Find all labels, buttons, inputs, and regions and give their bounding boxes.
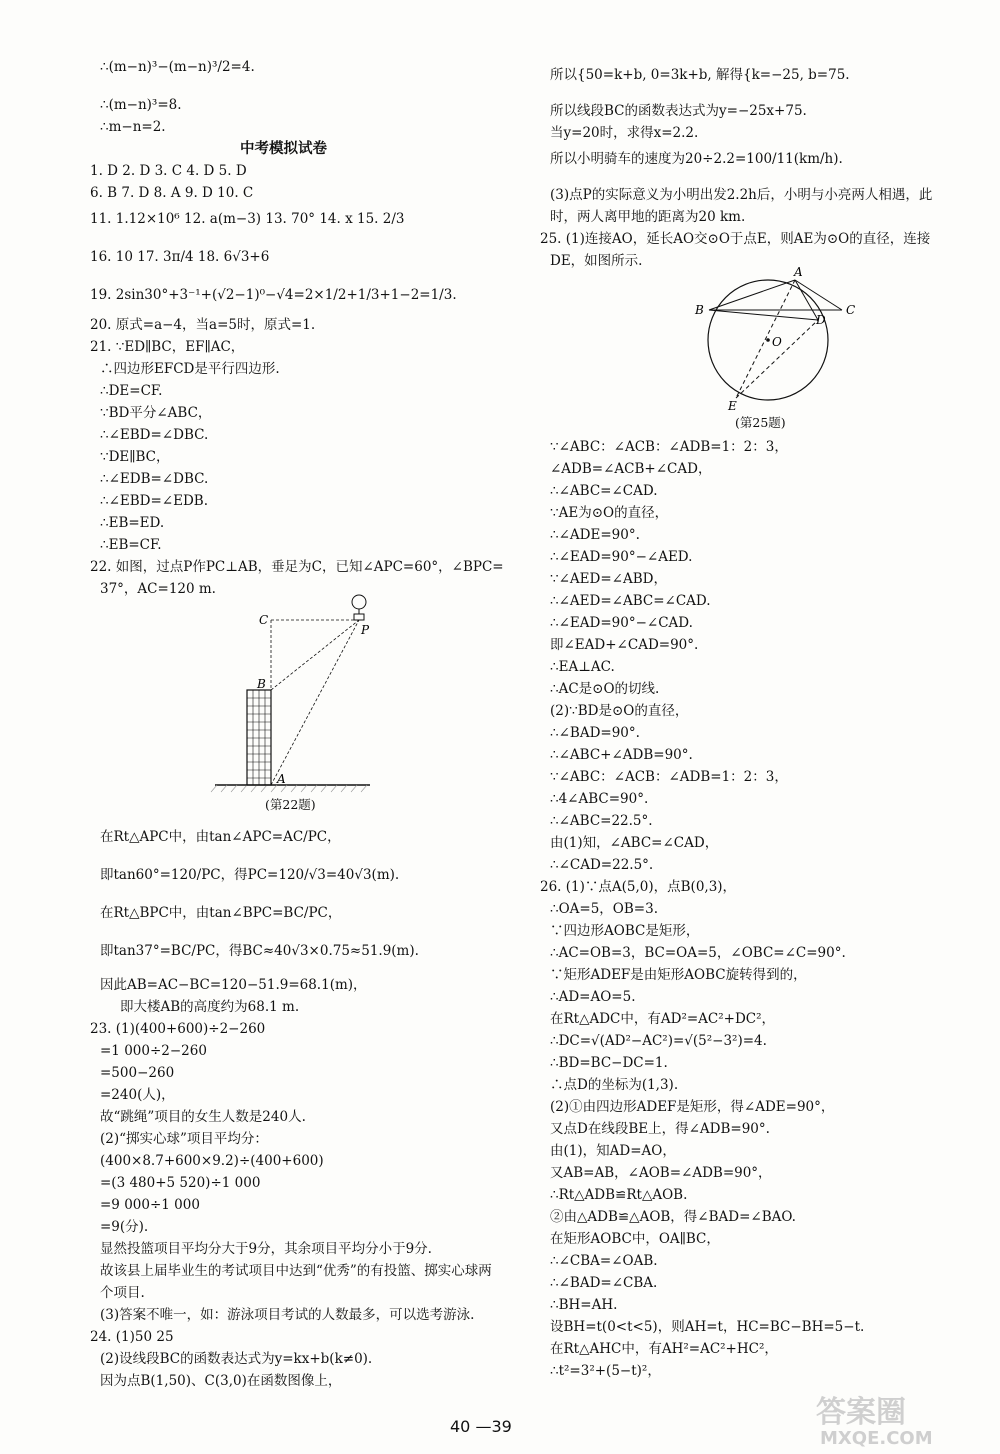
text-line: =9(分). bbox=[100, 1219, 149, 1235]
text-line: ∴OA=5，OB=3. bbox=[550, 901, 658, 917]
text-line: 当y=20时，求得x=2.2. bbox=[550, 125, 699, 141]
text-line: 6. B 7. D 8. A 9. D 10. C bbox=[90, 185, 254, 201]
text-line: 在矩形AOBC中，OA∥BC， bbox=[550, 1231, 720, 1247]
text-line: 24. (1)50 25 bbox=[90, 1329, 174, 1345]
text-line: 22. 如图，过点P作PC⊥AB，垂足为C，已知∠APC=60°，∠BPC= bbox=[90, 559, 504, 575]
text-line: 11. 1.12×10⁶ 12. a(m−3) 13. 70° 14. x 15. 2/3 bbox=[90, 211, 405, 227]
text-line: ∵AE为⊙O的直径， bbox=[550, 505, 669, 521]
text-line: =1 000÷2−260 bbox=[100, 1043, 207, 1059]
text-line: ∴∠ABC=∠CAD. bbox=[550, 483, 658, 499]
text-line: 由(1)，知AD=AO， bbox=[550, 1143, 676, 1159]
text-line: ∴∠EBD=∠DBC. bbox=[100, 427, 209, 443]
text-line: ∵矩形ADEF是由矩形AOBC旋转得到的， bbox=[550, 967, 807, 983]
label-p: P bbox=[361, 623, 370, 637]
text-line: 19. 2sin30°+3⁻¹+(√2−1)⁰−√4=2×1/2+1/3+1−2=1/3. bbox=[90, 287, 457, 303]
page-number: 40 —39 bbox=[450, 1417, 512, 1436]
text-line: ∴(m−n)³−(m−n)³/2=4. bbox=[100, 59, 255, 75]
text-line: 因此AB=AC−BC=120−51.9=68.1(m)， bbox=[100, 977, 367, 993]
text-line: ∴四边形EFCD是平行四边形. bbox=[100, 361, 280, 377]
text-line: 即tan37°=BC/PC，得BC≈40√3×0.75≈51.9(m). bbox=[100, 943, 419, 959]
text-line: ∴BD=BC−DC=1. bbox=[550, 1055, 668, 1071]
text-line: ∠ADB=∠ACB+∠CAD， bbox=[550, 461, 712, 477]
text-line: ∴∠BAD=90°. bbox=[550, 725, 640, 741]
text-line: ∴4∠ABC=90°. bbox=[550, 791, 649, 807]
label-a: A bbox=[277, 772, 286, 786]
figure-22-diagram bbox=[205, 590, 380, 800]
text-line: 显然投篮项目平均分大于9分，其余项目平均分小于9分. bbox=[100, 1241, 432, 1257]
label-d: D bbox=[816, 313, 826, 327]
text-line: 即∠EAD+∠CAD=90°. bbox=[550, 637, 699, 653]
text-line: 故“跳绳”项目的女生人数是240人. bbox=[100, 1109, 306, 1125]
text-line: ∵BD平分∠ABC， bbox=[100, 405, 212, 421]
text-line: ∴∠ABC+∠ADB=90°. bbox=[550, 747, 693, 763]
text-line: 在Rt△AHC中，有AH²=AC²+HC²， bbox=[550, 1341, 778, 1357]
text-line: ∴∠CBA=∠OAB. bbox=[550, 1253, 658, 1269]
text-line: 时，两人离甲地的距离为20 km. bbox=[550, 209, 746, 225]
text-line: ∵DE∥BC， bbox=[100, 449, 170, 465]
text-line: 个项目. bbox=[100, 1285, 145, 1301]
text-line: ∴Rt△ADB≌Rt△AOB. bbox=[550, 1187, 688, 1203]
text-line: ∴∠AED=∠ABC=∠CAD. bbox=[550, 593, 711, 609]
text-line: =500−260 bbox=[100, 1065, 175, 1081]
text-line: 即tan60°=120/PC，得PC=120/√3=40√3(m). bbox=[100, 867, 400, 883]
text-line: ∴∠EAD=90°−∠CAD. bbox=[550, 615, 693, 631]
text-line: 即大楼AB的高度约为68.1 m. bbox=[120, 999, 300, 1015]
text-line: 21. ∵ED∥BC，EF∥AC， bbox=[90, 339, 245, 355]
text-line: =240(人)， bbox=[100, 1087, 175, 1103]
text-line: ∴EB=ED. bbox=[100, 515, 165, 531]
text-line: ∴AD=AO=5. bbox=[550, 989, 636, 1005]
text-line: (2)∵BD是⊙O的直径， bbox=[550, 703, 689, 719]
text-line: 26. (1)∵点A(5,0)，点B(0,3)， bbox=[540, 879, 737, 895]
figure-caption: (第22题) bbox=[265, 797, 316, 812]
text-line: ∵∠ABC：∠ACB：∠ADB=1：2：3， bbox=[550, 769, 788, 785]
label-c: C bbox=[259, 613, 269, 627]
text-line: ∴∠EBD=∠EDB. bbox=[100, 493, 209, 509]
text-line: 所以线段BC的函数表达式为y=−25x+75. bbox=[550, 103, 807, 119]
text-line: =(3 480+5 520)÷1 000 bbox=[100, 1175, 261, 1191]
text-line: ∴点D的坐标为(1,3). bbox=[550, 1077, 679, 1093]
text-line: ∴∠CAD=22.5°. bbox=[550, 857, 654, 873]
text-line: ∴BH=AH. bbox=[550, 1297, 618, 1313]
text-line: ∴∠EAD=90°−∠AED. bbox=[550, 549, 693, 565]
text-line: 所以{50=k+b, 0=3k+b, 解得{k=−25, b=75. bbox=[550, 67, 850, 83]
label-c: C bbox=[846, 303, 856, 317]
text-line: ∴AC是⊙O的切线. bbox=[550, 681, 660, 697]
text-line: (2)设线段BC的函数表达式为y=kx+b(k≠0). bbox=[100, 1351, 373, 1367]
text-line: 在Rt△BPC中，由tan∠BPC=BC/PC， bbox=[100, 905, 342, 921]
text-line: (2)①由四边形ADEF是矩形，得∠ADE=90°， bbox=[550, 1099, 835, 1115]
text-line: 在Rt△APC中，由tan∠APC=AC/PC， bbox=[100, 829, 341, 845]
text-line: ∴DC=√(AD²−AC²)=√(5²−3²)=4. bbox=[550, 1033, 767, 1049]
label-o: O bbox=[772, 335, 782, 349]
text-line: 1. D 2. D 3. C 4. D 5. D bbox=[90, 163, 247, 179]
text-line: ∴∠BAD=∠CBA. bbox=[550, 1275, 658, 1291]
text-line: ∵∠ABC：∠ACB：∠ADB=1：2：3， bbox=[550, 439, 788, 455]
text-line: ②由△ADB≌△AOB，得∠BAD=∠BAO. bbox=[550, 1209, 796, 1225]
label-e: E bbox=[728, 399, 737, 413]
text-line: ∴t²=3²+(5−t)²， bbox=[550, 1363, 661, 1379]
text-line: (400×8.7+600×9.2)÷(400+600) bbox=[100, 1153, 324, 1169]
text-line: 又AB=AB，∠AOB=∠ADB=90°， bbox=[550, 1165, 772, 1181]
text-line: 所以小明骑车的速度为20÷2.2=100/11(km/h). bbox=[550, 151, 843, 167]
watermark-line1: 答案圈 bbox=[816, 1395, 906, 1430]
text-line: ∴∠ADE=90°. bbox=[550, 527, 640, 543]
text-line: 又点D在线段BE上，得∠ADB=90°. bbox=[550, 1121, 770, 1137]
text-line: 设BH=t(0<t<5)，则AH=t，HC=BC−BH=5−t. bbox=[550, 1319, 865, 1335]
text-line: (2)“掷实心球”项目平均分： bbox=[100, 1131, 268, 1147]
text-line: ∴(m−n)³=8. bbox=[100, 97, 182, 113]
text-line: ∴EA⊥AC. bbox=[550, 659, 615, 675]
section-heading: 中考模拟试卷 bbox=[240, 141, 327, 157]
label-a: A bbox=[794, 265, 803, 279]
text-line: 25. (1)连接AO，延长AO交⊙O于点E，则AE为⊙O的直径，连接 bbox=[540, 231, 931, 247]
text-line: ∵∠AED=∠ABD， bbox=[550, 571, 667, 587]
text-line: =9 000÷1 000 bbox=[100, 1197, 200, 1213]
figure-25-diagram bbox=[690, 262, 865, 417]
watermark-logo bbox=[812, 1390, 987, 1448]
text-line: ∴EB=CF. bbox=[100, 537, 162, 553]
text-line: ∴AC=OB=3，BC=OA=5，∠OBC=∠C=90°. bbox=[550, 945, 846, 961]
text-line: 16. 10 17. 3π/4 18. 6√3+6 bbox=[90, 249, 270, 265]
text-line: 在Rt△ADC中，有AD²=AC²+DC²， bbox=[550, 1011, 776, 1027]
text-line: (3)点P的实际意义为小明出发2.2h后，小明与小亮两人相遇，此 bbox=[550, 187, 933, 203]
text-line: ∴∠EDB=∠DBC. bbox=[100, 471, 209, 487]
figure-caption: (第25题) bbox=[735, 415, 786, 430]
text-line: DE，如图所示. bbox=[550, 253, 643, 269]
label-b: B bbox=[695, 303, 704, 317]
text-line: 由(1)知，∠ABC=∠CAD， bbox=[550, 835, 719, 851]
label-b: B bbox=[257, 677, 266, 691]
text-line: 故该县上届毕业生的考试项目中达到“优秀”的有投篮、掷实心球两 bbox=[100, 1263, 492, 1279]
text-line: ∵四边形AOBC是矩形， bbox=[550, 923, 700, 939]
text-line: ∴∠ABC=22.5°. bbox=[550, 813, 653, 829]
text-line: 23. (1)(400+600)÷2−260 bbox=[90, 1021, 266, 1037]
text-line: 因为点B(1,50)、C(3,0)在函数图像上， bbox=[100, 1373, 342, 1389]
watermark-line2: MXQE.COM bbox=[820, 1428, 933, 1448]
text-line: ∴DE=CF. bbox=[100, 383, 163, 399]
text-line: (3)答案不唯一，如：游泳项目考试的人数最多，可以选考游泳. bbox=[100, 1307, 475, 1323]
text-line: 20. 原式=a−4，当a=5时，原式=1. bbox=[90, 317, 316, 333]
text-line: 37°，AC=120 m. bbox=[100, 581, 216, 597]
text-line: ∴m−n=2. bbox=[100, 119, 166, 135]
